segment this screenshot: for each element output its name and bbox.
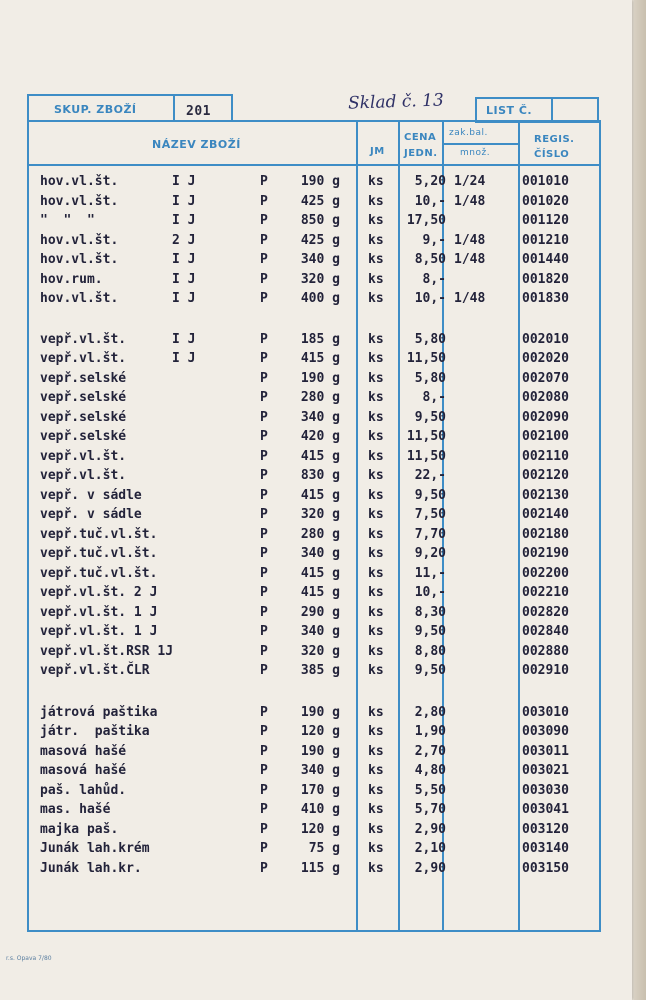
cell-qty: 340 g <box>300 252 340 267</box>
cell-name: hov.vl.št. <box>40 174 119 189</box>
cell-pack: P <box>260 487 268 503</box>
col-header-price-1: CENA <box>404 132 437 143</box>
cell-price: 8,30 <box>414 604 446 620</box>
cell-name: masová hašé <box>40 763 127 778</box>
cell-cls: I J <box>172 174 196 189</box>
cell-pack: P <box>260 252 268 267</box>
cell-name: mas. hašé <box>40 802 111 817</box>
cell-name: vepř.selské <box>40 390 127 405</box>
table-row <box>0 661 632 680</box>
cell-pack: P <box>260 585 268 600</box>
cell-reg: 003150 <box>522 860 569 876</box>
cell-reg: 002020 <box>522 351 569 366</box>
cell-qty: 170 g <box>300 782 340 798</box>
cell-name: hov.vl.št. <box>40 193 119 209</box>
cell-pack: P <box>260 604 268 620</box>
cell-price: 5,50 <box>414 782 446 798</box>
table-row <box>0 859 632 878</box>
cell-qty: 185 g <box>300 331 340 347</box>
cell-name: masová hašé <box>40 743 127 759</box>
cell-qty: 425 g <box>300 193 340 209</box>
table-row <box>0 369 632 388</box>
table-row <box>0 839 632 858</box>
cell-name: hov.vl.št. <box>40 291 119 306</box>
cell-pack: P <box>260 802 268 817</box>
cell-qty: 340 g <box>300 624 340 639</box>
cell-reg: 002840 <box>522 624 569 639</box>
cell-reg: 002070 <box>522 370 569 386</box>
cell-price: 5,80 <box>414 331 446 347</box>
col-header-pkg-1: zak.bal. <box>449 128 488 138</box>
cell-jm: ks <box>368 782 384 798</box>
cell-reg: 002120 <box>522 468 569 483</box>
cell-price: 11,50 <box>406 351 446 366</box>
cell-pack: P <box>260 468 268 483</box>
cell-qty: 385 g <box>300 663 340 678</box>
cell-reg: 003041 <box>522 802 569 817</box>
cell-pack: P <box>260 643 268 659</box>
table-row <box>0 622 632 641</box>
cell-pack: P <box>260 526 268 542</box>
cell-reg: 002180 <box>522 526 569 542</box>
cell-price: 9,50 <box>414 409 446 425</box>
cell-reg: 001120 <box>522 213 569 228</box>
cell-name: vepř.vl.št. <box>40 331 127 347</box>
cell-jm: ks <box>368 232 384 248</box>
table-row <box>0 211 632 230</box>
cell-reg: 003021 <box>522 763 569 778</box>
cell-qty: 415 g <box>300 487 340 503</box>
table-row <box>0 250 632 269</box>
table-row <box>0 349 632 368</box>
col-header-jm: JM <box>370 146 385 157</box>
cell-pkg: 1/48 <box>454 232 486 248</box>
cell-qty: 190 g <box>300 370 340 386</box>
cell-cls: I J <box>172 331 196 347</box>
cell-pack: P <box>260 213 268 228</box>
cell-price: 8,50 <box>414 252 446 267</box>
cell-jm: ks <box>368 370 384 386</box>
table-row <box>0 447 632 466</box>
cell-reg: 002880 <box>522 643 569 659</box>
cell-reg: 002210 <box>522 585 569 600</box>
cell-name: vepř.vl.št. <box>40 468 127 483</box>
group-value: 201 <box>186 104 211 119</box>
cell-pack: P <box>260 704 268 720</box>
cell-jm: ks <box>368 468 384 483</box>
cell-price: 2,90 <box>414 860 446 876</box>
cell-name: vepř.vl.št.RSR 1J <box>40 643 174 659</box>
cell-jm: ks <box>368 643 384 659</box>
cell-name: vepř.vl.št. 2 J <box>40 585 158 600</box>
cell-pkg: 1/24 <box>454 174 486 189</box>
cell-qty: 75 g <box>308 841 340 856</box>
cell-jm: ks <box>368 743 384 759</box>
cell-pack: P <box>260 743 268 759</box>
cell-name: vepř.selské <box>40 409 127 425</box>
col-header-price-2: JEDN. <box>404 148 438 159</box>
table-row <box>0 486 632 505</box>
cell-jm: ks <box>368 351 384 366</box>
cell-pack: P <box>260 291 268 306</box>
group-label: SKUP. ZBOŽÍ <box>54 103 137 116</box>
cell-qty: 415 g <box>300 585 340 600</box>
cell-name: vepř.vl.št. 1 J <box>40 624 158 639</box>
cell-pack: P <box>260 271 268 287</box>
table-row <box>0 742 632 761</box>
cell-cls: I J <box>172 252 196 267</box>
table-row <box>0 466 632 485</box>
cell-reg: 003011 <box>522 743 569 759</box>
cell-jm: ks <box>368 526 384 542</box>
cell-price: 2,70 <box>414 743 446 759</box>
cell-jm: ks <box>368 213 384 228</box>
cell-price: 11,50 <box>406 448 446 464</box>
cell-name: játr. paštika <box>40 724 150 739</box>
cell-reg: 001210 <box>522 232 569 248</box>
cell-qty: 850 g <box>300 213 340 228</box>
cell-pkg: 1/48 <box>454 193 486 209</box>
cell-pack: P <box>260 782 268 798</box>
cell-jm: ks <box>368 291 384 306</box>
cell-pack: P <box>260 724 268 739</box>
cell-jm: ks <box>368 860 384 876</box>
table-row <box>0 505 632 524</box>
cell-name: vepř.tuč.vl.št. <box>40 526 158 542</box>
cell-jm: ks <box>368 409 384 425</box>
cell-price: 1,90 <box>414 724 446 739</box>
cell-jm: ks <box>368 429 384 444</box>
cell-cls: I J <box>172 271 196 287</box>
cell-reg: 001820 <box>522 271 569 287</box>
cell-jm: ks <box>368 704 384 720</box>
cell-jm: ks <box>368 390 384 405</box>
cell-qty: 340 g <box>300 409 340 425</box>
cell-reg: 003030 <box>522 782 569 798</box>
col-header-pkg-2: množ. <box>460 148 491 158</box>
cell-name: vepř. v sádle <box>40 487 142 503</box>
cell-price: 5,70 <box>414 802 446 817</box>
cell-jm: ks <box>368 802 384 817</box>
cell-qty: 190 g <box>300 174 340 189</box>
table-row <box>0 761 632 780</box>
table-row <box>0 172 632 191</box>
cell-reg: 001830 <box>522 291 569 306</box>
cell-reg: 002190 <box>522 546 569 561</box>
table-row <box>0 270 632 289</box>
cell-price: 9,50 <box>414 487 446 503</box>
cell-qty: 340 g <box>300 763 340 778</box>
cell-price: 7,70 <box>414 526 446 542</box>
cell-jm: ks <box>368 624 384 639</box>
print-footer: r.s. Opava 7/80 <box>6 955 52 962</box>
cell-price: 4,80 <box>414 763 446 778</box>
page-edge <box>634 0 646 1000</box>
table-row <box>0 427 632 446</box>
table-row <box>0 525 632 544</box>
cell-pack: P <box>260 821 268 837</box>
table-row <box>0 289 632 308</box>
cell-qty: 420 g <box>300 429 340 444</box>
cell-reg: 003010 <box>522 704 569 720</box>
pkg-header-divider <box>442 143 520 145</box>
cell-qty: 120 g <box>300 724 340 739</box>
col-header-reg-2: ČÍSLO <box>534 149 570 160</box>
cell-cls: I J <box>172 351 196 366</box>
cell-jm: ks <box>368 585 384 600</box>
cell-pack: P <box>260 507 268 522</box>
cell-reg: 002110 <box>522 448 569 464</box>
cell-qty: 120 g <box>300 821 340 837</box>
cell-pack: P <box>260 624 268 639</box>
cell-pack: P <box>260 763 268 778</box>
cell-qty: 280 g <box>300 390 340 405</box>
cell-price: 11,50 <box>406 429 446 444</box>
cell-name: hov.vl.št. <box>40 252 119 267</box>
cell-pack: P <box>260 193 268 209</box>
table-row <box>0 781 632 800</box>
cell-qty: 115 g <box>300 860 340 876</box>
table-row <box>0 544 632 563</box>
cell-qty: 320 g <box>300 643 340 659</box>
cell-price: 17,50 <box>406 213 446 228</box>
table-row <box>0 603 632 622</box>
table-row <box>0 820 632 839</box>
cell-pack: P <box>260 565 268 581</box>
cell-jm: ks <box>368 763 384 778</box>
cell-qty: 415 g <box>300 351 340 366</box>
cell-name: vepř.vl.št. 1 J <box>40 604 158 620</box>
cell-price: 8,- <box>422 390 446 405</box>
table-row <box>0 192 632 211</box>
cell-reg: 002100 <box>522 429 569 444</box>
col-header-name: NÁZEV ZBOŽÍ <box>152 138 241 151</box>
cell-price: 22,- <box>414 468 446 483</box>
cell-price: 9,- <box>422 232 446 248</box>
cell-price: 2,10 <box>414 841 446 856</box>
col-header-reg-1: REGIS. <box>534 134 575 145</box>
cell-cls: 2 J <box>172 232 196 248</box>
cell-name: vepř.tuč.vl.št. <box>40 565 158 581</box>
cell-name: vepř.vl.št.ČLR <box>40 663 150 678</box>
cell-price: 10,- <box>414 585 446 600</box>
cell-price: 5,20 <box>414 174 446 189</box>
cell-qty: 320 g <box>300 507 340 522</box>
cell-pack: P <box>260 351 268 366</box>
cell-jm: ks <box>368 663 384 678</box>
table-row <box>0 800 632 819</box>
cell-jm: ks <box>368 252 384 267</box>
cell-name: " " " <box>40 213 95 228</box>
cell-qty: 415 g <box>300 448 340 464</box>
cell-qty: 190 g <box>300 743 340 759</box>
table-row <box>0 408 632 427</box>
cell-cls: I J <box>172 291 196 306</box>
cell-price: 7,50 <box>414 507 446 522</box>
cell-price: 9,50 <box>414 624 446 639</box>
cell-pack: P <box>260 429 268 444</box>
cell-reg: 002910 <box>522 663 569 678</box>
cell-qty: 400 g <box>300 291 340 306</box>
cell-jm: ks <box>368 841 384 856</box>
cell-pkg: 1/48 <box>454 291 486 306</box>
cell-name: vepř.vl.št. <box>40 448 127 464</box>
cell-jm: ks <box>368 448 384 464</box>
table-row <box>0 330 632 349</box>
cell-jm: ks <box>368 821 384 837</box>
cell-pack: P <box>260 174 268 189</box>
cell-jm: ks <box>368 565 384 581</box>
cell-name: vepř.tuč.vl.št. <box>40 546 158 561</box>
handwritten-note: Sklad č. 13 <box>347 90 445 114</box>
cell-qty: 280 g <box>300 526 340 542</box>
cell-jm: ks <box>368 507 384 522</box>
cell-name: játrová paštika <box>40 704 158 720</box>
cell-price: 8,80 <box>414 643 446 659</box>
cell-qty: 340 g <box>300 546 340 561</box>
table-row <box>0 583 632 602</box>
cell-jm: ks <box>368 193 384 209</box>
cell-qty: 320 g <box>300 271 340 287</box>
table-row <box>0 231 632 250</box>
table-row <box>0 564 632 583</box>
cell-pack: P <box>260 841 268 856</box>
cell-reg: 003140 <box>522 841 569 856</box>
cell-price: 9,50 <box>414 663 446 678</box>
cell-jm: ks <box>368 546 384 561</box>
cell-reg: 003090 <box>522 724 569 739</box>
cell-jm: ks <box>368 331 384 347</box>
cell-name: vepř.vl.št. <box>40 351 127 366</box>
header-divider <box>27 164 601 166</box>
cell-reg: 001440 <box>522 252 569 267</box>
cell-pack: P <box>260 409 268 425</box>
cell-jm: ks <box>368 174 384 189</box>
cell-pack: P <box>260 232 268 248</box>
cell-cls: I J <box>172 213 196 228</box>
cell-name: hov.rum. <box>40 271 103 287</box>
cell-price: 10,- <box>414 291 446 306</box>
cell-pack: P <box>260 448 268 464</box>
cell-price: 9,20 <box>414 546 446 561</box>
cell-reg: 002820 <box>522 604 569 620</box>
cell-pack: P <box>260 370 268 386</box>
cell-name: vepř. v sádle <box>40 507 142 522</box>
cell-price: 2,80 <box>414 704 446 720</box>
cell-pack: P <box>260 331 268 347</box>
table-row <box>0 642 632 661</box>
cell-reg: 002090 <box>522 409 569 425</box>
cell-price: 8,- <box>422 271 446 287</box>
cell-price: 2,90 <box>414 821 446 837</box>
cell-pack: P <box>260 663 268 678</box>
cell-cls: I J <box>172 193 196 209</box>
cell-reg: 002140 <box>522 507 569 522</box>
cell-name: Junák lah.krém <box>40 841 150 856</box>
cell-qty: 415 g <box>300 565 340 581</box>
cell-jm: ks <box>368 724 384 739</box>
cell-reg: 003120 <box>522 821 569 837</box>
cell-reg: 001010 <box>522 174 569 189</box>
cell-reg: 002010 <box>522 331 569 347</box>
cell-jm: ks <box>368 271 384 287</box>
cell-qty: 830 g <box>300 468 340 483</box>
cell-pack: P <box>260 390 268 405</box>
cell-price: 10,- <box>414 193 446 209</box>
cell-qty: 410 g <box>300 802 340 817</box>
table-row <box>0 388 632 407</box>
cell-price: 11,- <box>414 565 446 581</box>
cell-reg: 002080 <box>522 390 569 405</box>
cell-reg: 001020 <box>522 193 569 209</box>
cell-pack: P <box>260 546 268 561</box>
cell-name: vepř.selské <box>40 370 127 386</box>
cell-name: hov.vl.št. <box>40 232 119 248</box>
table-row <box>0 703 632 722</box>
cell-name: paš. lahůd. <box>40 782 127 798</box>
cell-pkg: 1/48 <box>454 252 486 267</box>
cell-name: Junák lah.kr. <box>40 860 142 876</box>
cell-price: 5,80 <box>414 370 446 386</box>
sheet-label: LIST Č. <box>486 104 533 117</box>
cell-name: vepř.selské <box>40 429 127 444</box>
cell-reg: 002130 <box>522 487 569 503</box>
cell-jm: ks <box>368 604 384 620</box>
cell-qty: 290 g <box>300 604 340 620</box>
cell-reg: 002200 <box>522 565 569 581</box>
cell-qty: 425 g <box>300 232 340 248</box>
cell-name: majka paš. <box>40 821 119 837</box>
cell-pack: P <box>260 860 268 876</box>
cell-qty: 190 g <box>300 704 340 720</box>
cell-jm: ks <box>368 487 384 503</box>
table-row <box>0 722 632 741</box>
